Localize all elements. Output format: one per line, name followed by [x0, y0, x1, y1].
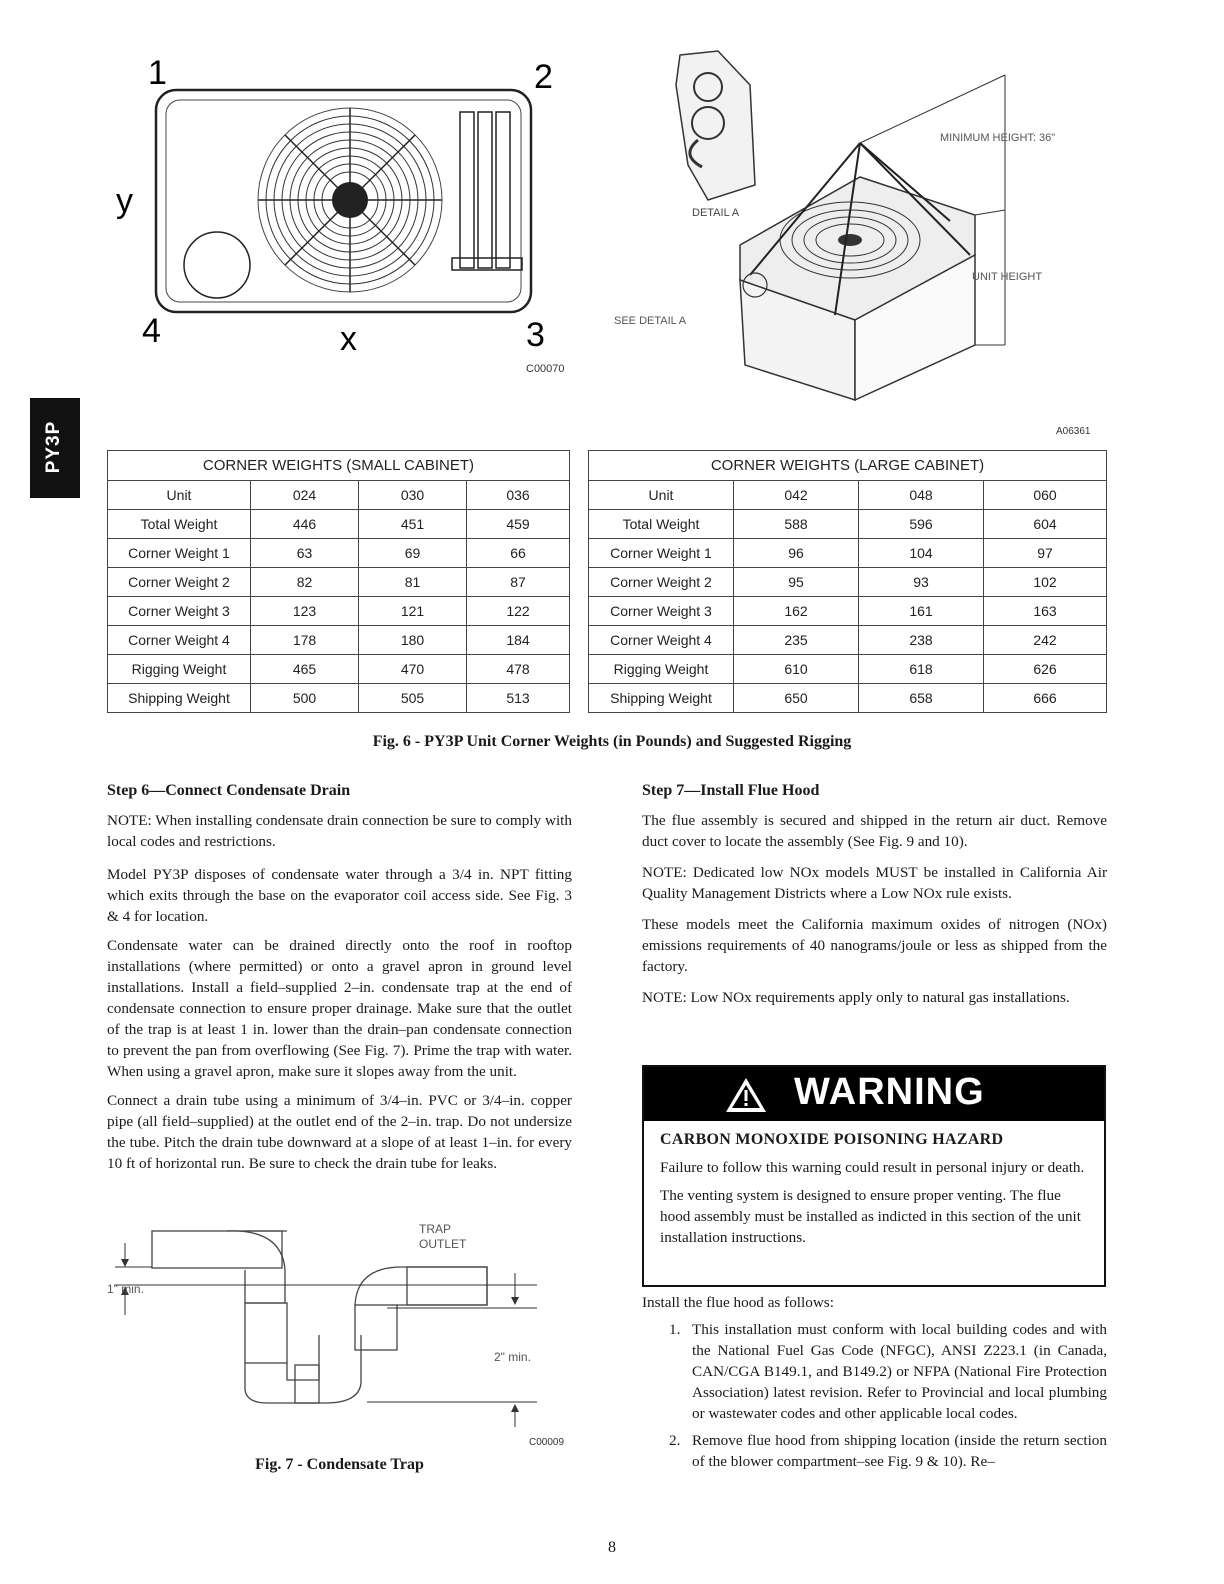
corner-3-label: 3: [526, 316, 545, 354]
cell: 658: [859, 684, 984, 713]
trap-outlet-label-2: OUTLET: [419, 1237, 467, 1251]
trap-outlet-label: TRAP: [419, 1222, 452, 1236]
warning-title: WARNING: [794, 1071, 985, 1113]
col-header: 030: [359, 481, 467, 510]
item-text: Remove flue hood from shipping location (inside the return section of the blower compartment–see Fig. 9 & 10). Re–: [692, 1432, 1107, 1470]
col-header: 024: [251, 481, 359, 510]
cell: Corner Weight 1: [108, 539, 251, 568]
col-header: Unit: [108, 481, 251, 510]
cell: 93: [859, 568, 984, 597]
cell: 63: [251, 539, 359, 568]
table-row: [108, 539, 570, 568]
install-steps: [642, 1319, 1107, 1472]
step-6-para-3: Connect a drain tube using a minimum of 3/4–in. PVC or 3/4–in. copper pipe (all field–supplied) at the outlet end of the 2–in. trap. Do not undersize the tube. Pitch the drain tube downward at a slope of at least 1–in. for every 10 ft of horizontal run. Be sure to check the drain tube for leaks.: [107, 1092, 572, 1172]
cell: Corner Weight 1: [589, 539, 734, 568]
unit-top-view-diagram: [110, 50, 590, 380]
cell: 102: [984, 568, 1107, 597]
cell: 618: [859, 655, 984, 684]
detail-a-label: DETAIL A: [692, 207, 740, 219]
unit-height-label: UNIT HEIGHT: [972, 271, 1043, 283]
table-row: [108, 626, 570, 655]
table-row: [589, 626, 1107, 655]
step-7-note-2: [642, 987, 1107, 1008]
warning-heading: CARBON MONOXIDE POISONING HAZARD: [660, 1131, 1004, 1148]
cell: 588: [734, 510, 859, 539]
table-row: [589, 684, 1107, 713]
cell: Total Weight: [589, 510, 734, 539]
trap-code: C00009: [529, 1437, 565, 1447]
cell: 610: [734, 655, 859, 684]
table-header-row: [108, 481, 570, 510]
corner-1-label: 1: [148, 54, 167, 92]
rigging-diagram: [610, 45, 1110, 440]
cell: 650: [734, 684, 859, 713]
cell: Corner Weight 3: [108, 597, 251, 626]
axis-y-label: y: [116, 182, 133, 220]
cell: Corner Weight 4: [108, 626, 251, 655]
cell: 161: [859, 597, 984, 626]
step-6-section: [107, 782, 572, 1174]
large-cabinet-table: [588, 450, 1107, 713]
cell: 242: [984, 626, 1107, 655]
cell: 82: [251, 568, 359, 597]
cell: 235: [734, 626, 859, 655]
side-tab: [30, 398, 80, 498]
install-section: [642, 1292, 1107, 1478]
warning-text-1: Failure to follow this warning could result in personal injury or death.: [660, 1159, 1085, 1176]
condenser-fan-icon: [258, 108, 442, 292]
warning-content: [660, 1131, 1088, 1248]
cell: 666: [984, 684, 1107, 713]
step-6-para-1: Model PY3P disposes of condensate water through a 3/4 in. NPT fitting which exits through the base on the evaporator coil access side. See Fig. 3 & 4 for location.: [107, 866, 572, 925]
cell: 478: [467, 655, 570, 684]
axis-x-label: x: [340, 320, 357, 358]
small-cabinet-title: CORNER WEIGHTS (SMALL CABINET): [108, 451, 570, 481]
warning-box: [642, 1065, 1106, 1287]
cell: 87: [467, 568, 570, 597]
small-cabinet-table: [107, 450, 570, 713]
note-label: NOTE:: [642, 864, 687, 881]
cell: Shipping Weight: [589, 684, 734, 713]
trap-dimension-lines: [115, 1243, 537, 1427]
item-text: This installation must conform with local building codes and with the National Fuel Gas Code (NFGC), ANSI Z223.1 (in Canada, CAN/CGA B149.1, and B149.2) or NFPA (National Fire Protection Association) latest revision. Refer to Provincial and local plumbing or wastewater codes and other applicable local codes.: [692, 1321, 1107, 1422]
cell: 180: [359, 626, 467, 655]
list-item: [642, 1430, 1107, 1472]
large-cabinet-title: CORNER WEIGHTS (LARGE CABINET): [589, 451, 1107, 481]
cell: 69: [359, 539, 467, 568]
table-row: [589, 655, 1107, 684]
item-number: 2.: [669, 1432, 681, 1449]
cell: 505: [359, 684, 467, 713]
step-6-heading: Step 6—Connect Condensate Drain: [107, 782, 351, 799]
cell: 97: [984, 539, 1107, 568]
cell: Corner Weight 3: [589, 597, 734, 626]
warning-triangle-icon: [724, 1076, 768, 1114]
step-7-heading: Step 7—Install Flue Hood: [642, 782, 820, 799]
cell: 626: [984, 655, 1107, 684]
condensate-trap-diagram: [107, 1215, 577, 1447]
figure-7-caption: Fig. 7 - Condensate Trap: [255, 1456, 424, 1473]
cell: Rigging Weight: [108, 655, 251, 684]
cell: 513: [467, 684, 570, 713]
col-header: 042: [734, 481, 859, 510]
list-item: [642, 1319, 1107, 1424]
detail-a-bracket: [676, 51, 755, 200]
install-intro: Install the flue hood as follows:: [642, 1294, 834, 1311]
table-row: [108, 568, 570, 597]
col-header: Unit: [589, 481, 734, 510]
cell: 465: [251, 655, 359, 684]
cell: 238: [859, 626, 984, 655]
see-detail-label: SEE DETAIL A: [614, 315, 687, 327]
cell: 451: [359, 510, 467, 539]
item-number: 1.: [669, 1321, 681, 1338]
note-text: Dedicated low NOx models MUST be installed in California Air Quality Management Districts where a Low NOx rule exists.: [642, 864, 1107, 902]
arrow-down-icon: [511, 1297, 519, 1305]
cell: 459: [467, 510, 570, 539]
page-number: 8: [608, 1539, 616, 1556]
cell: 96: [734, 539, 859, 568]
access-port-circle: [184, 232, 250, 298]
table-header-row: [589, 481, 1107, 510]
min-1-label: 1" min.: [107, 1282, 144, 1296]
arrow-up-icon: [511, 1404, 519, 1412]
cell: 66: [467, 539, 570, 568]
cell: 81: [359, 568, 467, 597]
table-row: [589, 597, 1107, 626]
col-header: 036: [467, 481, 570, 510]
note-label: NOTE:: [642, 989, 687, 1006]
min-height-label: MINIMUM HEIGHT: 36": [940, 132, 1056, 144]
cell: 162: [734, 597, 859, 626]
side-tab-label: PY3P: [43, 420, 64, 474]
unit-body: [740, 177, 975, 400]
step-6-para-2: Condensate water can be drained directly onto the roof in rooftop installations (where permitted) or onto a gravel apron in ground level installations. Install a field–supplied 2–in. condensate trap at the end of condensate connection to ensure proper drainage. Make sure that the outlet of the trap is at least 1 in. lower than the drain–pan condensate connection to prevent the pan from overflowing (See Fig. 7). Prime the trap with water. When using a gravel apron, make sure it slopes away from the unit.: [107, 937, 572, 1080]
cell: 121: [359, 597, 467, 626]
cell: 500: [251, 684, 359, 713]
cell: Shipping Weight: [108, 684, 251, 713]
cell: 470: [359, 655, 467, 684]
cell: 163: [984, 597, 1107, 626]
cell: 604: [984, 510, 1107, 539]
table-row: [589, 568, 1107, 597]
step-7-section: [642, 782, 1107, 1008]
table-row: [589, 539, 1107, 568]
table-row: [589, 510, 1107, 539]
cell: 104: [859, 539, 984, 568]
step-6-note: [107, 810, 572, 852]
step-7-para-1: The flue assembly is secured and shipped in the return air duct. Remove duct cover to locate the assembly (See Fig. 9 and 10).: [642, 812, 1107, 850]
warning-text-2: The venting system is designed to ensure proper venting. The flue hood assembly must be installed as indicted in this section of the unit installation instructions.: [660, 1187, 1081, 1246]
table-row: [108, 597, 570, 626]
cell: 122: [467, 597, 570, 626]
note-text: Low NOx requirements apply only to natural gas installations.: [686, 989, 1070, 1006]
min-2-label: 2" min.: [494, 1350, 531, 1364]
cell: 95: [734, 568, 859, 597]
warning-banner: [644, 1067, 1104, 1121]
cell: Rigging Weight: [589, 655, 734, 684]
step-7-note-1: [642, 862, 1107, 904]
note-text: When installing condensate drain connection be sure to comply with local codes and restrictions.: [107, 812, 572, 850]
col-header: 048: [859, 481, 984, 510]
table-row: [108, 510, 570, 539]
diagram-code: C00070: [526, 363, 565, 375]
table-row: [108, 655, 570, 684]
cell: 596: [859, 510, 984, 539]
cell: 184: [467, 626, 570, 655]
coil-panel: [452, 112, 522, 270]
cell: Corner Weight 4: [589, 626, 734, 655]
arrow-down-icon: [121, 1259, 129, 1267]
step-7-para-2: These models meet the California maximum oxides of nitrogen (NOx) emissions requirements of 40 nanograms/joule or less as shipped from the factory.: [642, 916, 1107, 975]
cell: 178: [251, 626, 359, 655]
cell: 123: [251, 597, 359, 626]
figure-6-caption: Fig. 6 - PY3P Unit Corner Weights (in Pounds) and Suggested Rigging: [372, 733, 852, 750]
table-row: [108, 684, 570, 713]
cell: 446: [251, 510, 359, 539]
cell: Corner Weight 2: [589, 568, 734, 597]
corner-4-label: 4: [142, 312, 161, 350]
cell: Corner Weight 2: [108, 568, 251, 597]
corner-2-label: 2: [534, 58, 553, 96]
note-label: NOTE:: [107, 812, 152, 829]
trap-piping: [152, 1231, 487, 1403]
col-header: 060: [984, 481, 1107, 510]
cell: Total Weight: [108, 510, 251, 539]
rigging-code: A06361: [1056, 426, 1091, 437]
